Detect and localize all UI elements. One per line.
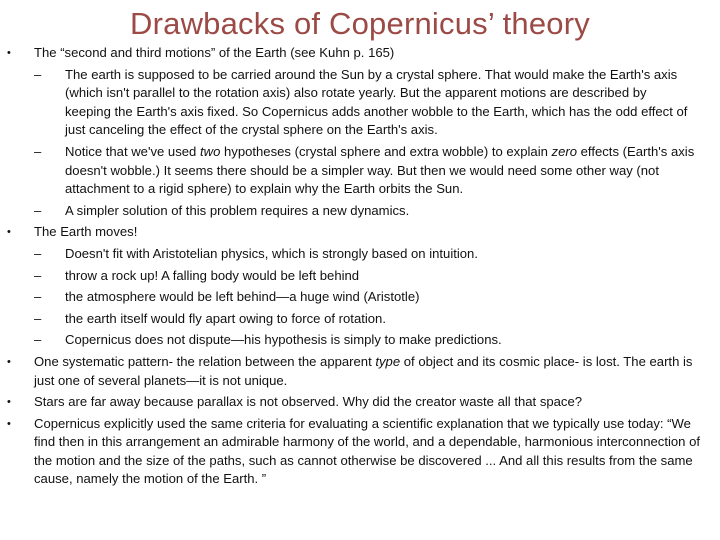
bullet-item	[0, 353, 720, 390]
bullet-text: The Earth moves!	[34, 224, 138, 240]
bullet-icon: •	[7, 47, 11, 59]
bullet-icon: •	[7, 355, 11, 368]
bullet-icon: •	[7, 396, 11, 409]
sub-bullet-text: throw a rock up! A falling body would be left behind	[65, 267, 360, 283]
dash-icon: –	[34, 143, 42, 159]
bullet-text: One systematic pattern- the relation between the apparent	[34, 353, 376, 369]
slide-content	[0, 44, 720, 492]
bullet-text: Stars are far away because parallax is not observed. Why did the creator waste all that space?	[34, 394, 583, 410]
dash-icon: –	[34, 289, 42, 305]
bullet-item	[0, 44, 720, 63]
sub-bullet-text: The earth is supposed to be carried around the Sun by a crystal sphere. That would make the Earth's axis (which isn't parallel to the rotation axis) also rotate yearly. But the apparent motions are described by keeping the Earth's axis fixed. So Copernicus adds another wobble to the Earth, which has the odd effect of just canceling the effect of the crystal sphere on the Earth's axis.	[65, 66, 688, 138]
sub-bullet-item	[0, 245, 720, 264]
sub-bullet-text: Doesn't fit with Aristotelian physics, which is strongly based on intuition.	[65, 245, 478, 261]
emphasis-type: type	[375, 353, 401, 369]
sub-bullet-item	[0, 310, 720, 329]
sub-bullet-text: Copernicus does not dispute—his hypothesis is simply to make predictions.	[65, 332, 502, 348]
sub-bullet-item	[0, 143, 720, 199]
dash-icon: –	[34, 66, 42, 82]
sub-bullet-text: effects (Earth's axis doesn't wobble.) It seems there should be a simpler way. But then we would need some other way (not attachment to a rigid sphere) to explain why the Earth orbits the Sun.	[65, 143, 695, 197]
sub-bullet-text: the earth itself would fly apart owing to force of rotation.	[65, 310, 386, 326]
bullet-item	[0, 223, 720, 242]
sub-bullet-text: hypotheses (crystal sphere and extra wobble) to explain	[220, 143, 552, 159]
bullet-text: Copernicus explicitly used the same criteria for evaluating a scientific explanation that we typically use today: “We find then in this arrangement an admirable harmony of the world, and a dependable, harmonious interconnection of the motion and the size of the paths, such as cannot otherwise be discovered ... And all this results from the same cause, namely the motion of the Earth. ”	[34, 415, 701, 487]
bullet-icon: •	[7, 226, 11, 239]
sub-bullet-item	[0, 267, 720, 286]
dash-icon: –	[34, 332, 42, 348]
sub-bullet-item	[0, 202, 720, 221]
bullet-text: The “second and third motions” of the Earth (see Kuhn p. 165)	[34, 45, 395, 60]
sub-bullet-text: A simpler solution of this problem requires a new dynamics.	[65, 202, 410, 218]
bullet-text: of object and its cosmic place- is lost. The earth is just one of several planets—it is not unique.	[34, 353, 693, 388]
sub-bullet-text: Notice that we've used	[65, 143, 200, 159]
dash-icon: –	[34, 310, 42, 326]
sub-bullet-item	[0, 66, 720, 140]
dash-icon: –	[34, 202, 42, 218]
bullet-item	[0, 415, 720, 489]
emphasis-zero: zero	[551, 143, 578, 159]
sub-bullet-text: the atmosphere would be left behind—a huge wind (Aristotle)	[65, 289, 420, 305]
sub-bullet-item	[0, 288, 720, 307]
bullet-item	[0, 393, 720, 412]
sub-bullet-item	[0, 331, 720, 350]
slide-title: Drawbacks of Copernicus’ theory	[130, 6, 590, 41]
dash-icon: –	[34, 245, 42, 261]
emphasis-two: two	[199, 143, 221, 159]
dash-icon: –	[34, 267, 42, 283]
bullet-icon: •	[7, 417, 11, 430]
